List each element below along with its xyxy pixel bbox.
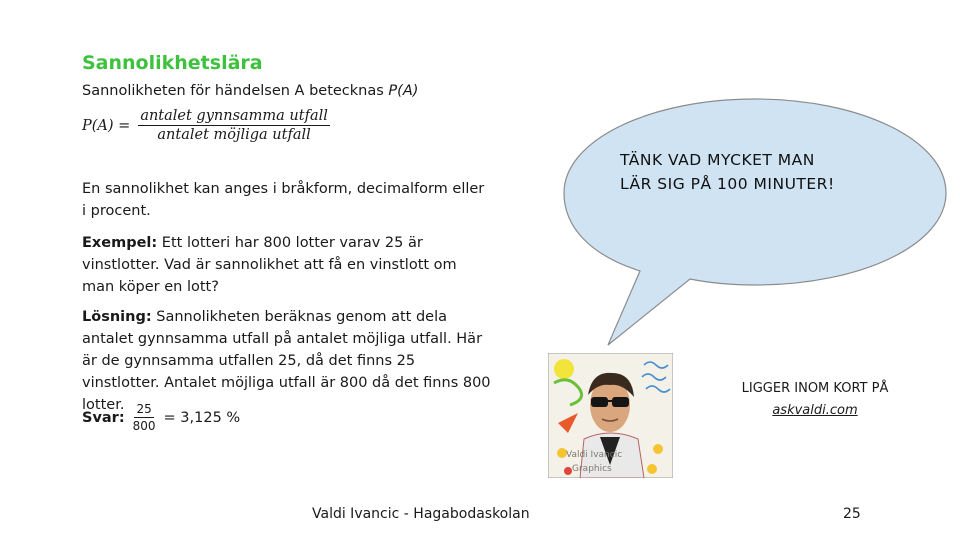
photo-text-line-1: Valdi Ivancic: [566, 450, 623, 460]
formula-lhs: P(A) =: [82, 117, 131, 134]
bubble-line-1: TÄNK VAD MYCKET MAN: [620, 151, 815, 169]
caption-text: LIGGER INOM KORT PÅ: [741, 381, 889, 396]
photo-text-line-2: Graphics: [572, 464, 612, 474]
solution-body: Sannolikheten beräknas genom att dela antalet gynnsamma utfall på antalet möjliga utfall. Här är de gynnsamma utfallen 25, då det finns 25 vinstlotter. Antalet möjliga utfall är 800 då det finns 800 lotter.: [82, 309, 491, 413]
formula-fraction: [138, 108, 330, 143]
example-text: [82, 232, 492, 298]
answer-fraction: [131, 402, 158, 433]
bubble-text: [620, 148, 910, 196]
example-label: Exempel:: [82, 235, 158, 251]
formula-numerator: antalet gynnsamma utfall: [140, 108, 328, 124]
slide-title: Sannolikhetslära: [82, 52, 263, 74]
intro-text: [82, 80, 418, 102]
speech-bubble: [560, 95, 950, 355]
page-number: 25: [843, 506, 861, 522]
intro-sentence: Sannolikheten för händelsen A betecknas: [82, 83, 389, 99]
solution-text: [82, 306, 492, 416]
portrait-with-sunglasses-icon: [548, 353, 673, 478]
bubble-line-2: LÄR SIG PÅ 100 MINUTER!: [620, 175, 835, 193]
answer-denominator: 800: [132, 419, 156, 433]
answer-result: = 3,125 %: [163, 409, 241, 426]
answer-label: Svar:: [82, 409, 125, 426]
intro-symbol: P(A): [388, 83, 419, 99]
answer-numerator: 25: [136, 402, 152, 416]
formula-denominator: antalet möjliga utfall: [157, 127, 311, 143]
caption: [720, 378, 910, 422]
forms-text: En sannolikhet kan anges i bråkform, decimalform eller i procent.: [82, 181, 485, 219]
answer: [82, 402, 240, 433]
example-body: Ett lotteri har 800 lotter varav 25 är vinstlotter. Vad är sannolikhet att få en vinstlott om man köper en lott?: [82, 235, 457, 295]
caption-link[interactable]: askvaldi.com: [772, 403, 858, 418]
solution-label: Lösning:: [82, 309, 152, 325]
footer-author: Valdi Ivancic - Hagabodaskolan: [312, 506, 530, 522]
probability-formula: [82, 108, 330, 143]
